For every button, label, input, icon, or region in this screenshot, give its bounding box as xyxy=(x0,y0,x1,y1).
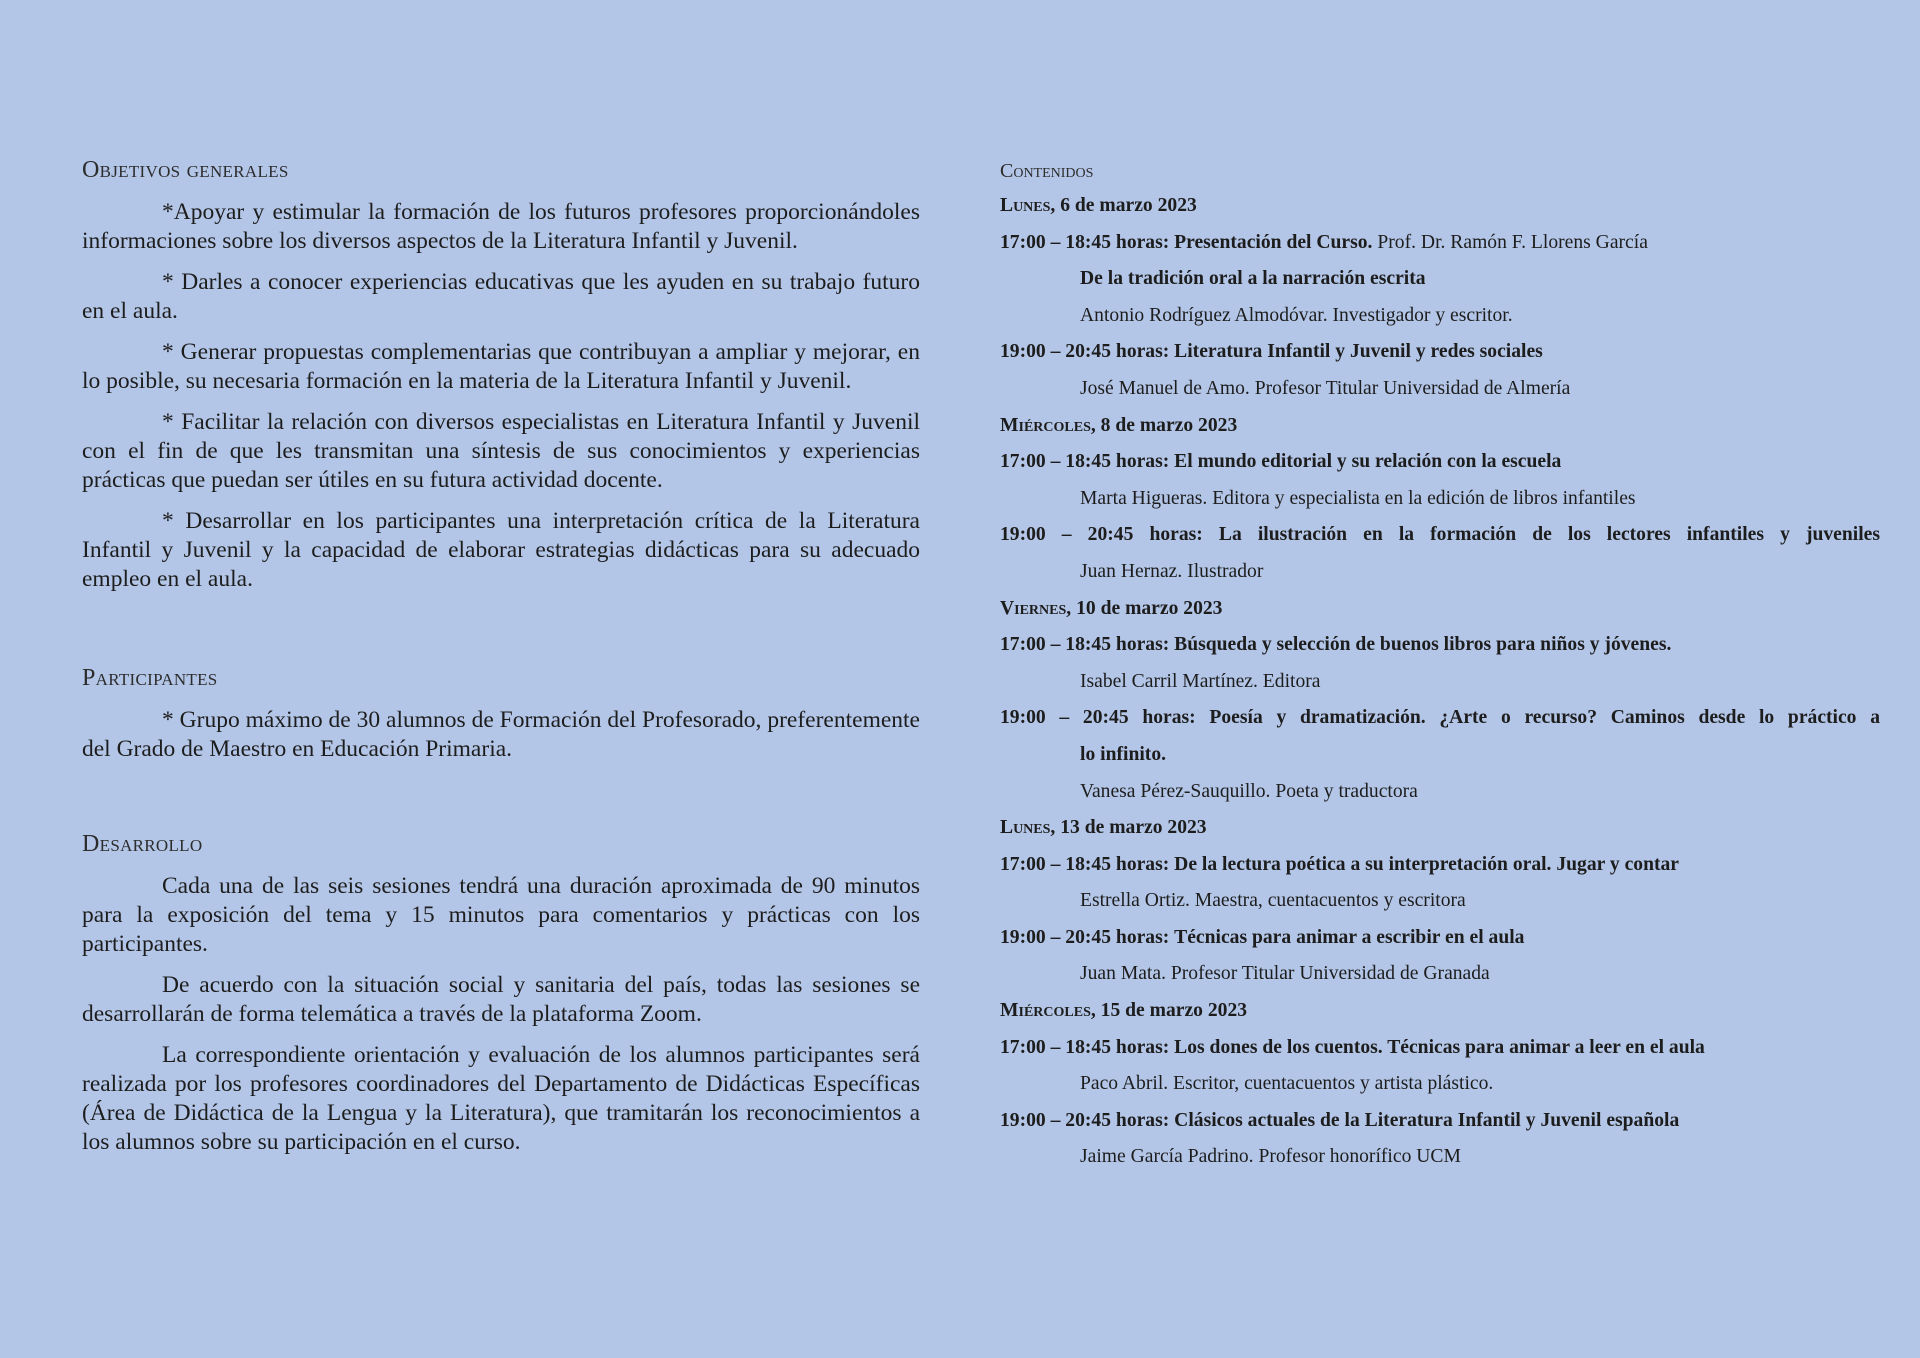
desarrollo-heading: Desarrollo xyxy=(82,831,203,857)
day-date: , 8 de marzo 2023 xyxy=(1090,414,1238,436)
session-time: 19:00 – 20:45 horas: xyxy=(1000,524,1203,546)
session-line xyxy=(1000,444,1880,481)
desarrollo-paragraph: De acuerdo con la situación social y sanitaria del país, todas las sesiones se desarrollarán de forma telemática a través de la plataforma Zoom. xyxy=(82,972,920,1027)
day-heading xyxy=(1000,408,1880,445)
session-speaker: Jaime García Padrino. Profesor honorífico UCM xyxy=(1080,1146,1461,1168)
session-speaker: Isabel Carril Martínez. Editora xyxy=(1080,670,1321,692)
day-name: Lunes xyxy=(1000,817,1051,839)
session-title: Literatura Infantil y Juvenil y redes sociales xyxy=(1174,341,1543,363)
session-title: Presentación del Curso. xyxy=(1174,231,1373,253)
session-time: 17:00 – 18:45 horas: xyxy=(1000,231,1170,253)
session-line xyxy=(1000,1030,1880,1067)
day-heading xyxy=(1000,188,1880,225)
desarrollo-paragraph: La correspondiente orientación y evaluación de los alumnos participantes será realizada por los profesores coordinadores del Departamento de Didácticas Específicas (Área de Didáctica de la Lengua y la Literatura), que tramitarán los reconocimientos a los alumnos sobre su participación en el curso. xyxy=(82,1042,920,1155)
session-line xyxy=(1000,1103,1880,1140)
day-name: Miércoles xyxy=(1000,414,1091,436)
session-speaker: Estrella Ortiz. Maestra, cuentacuentos y escritora xyxy=(1080,890,1466,912)
session-title: Poesía y dramatización. ¿Arte o recurso? Caminos desde lo práctico a xyxy=(1209,707,1880,729)
session-time: 19:00 – 20:45 horas: xyxy=(1000,707,1196,729)
session-title: Técnicas para animar a escribir en el aula xyxy=(1174,926,1525,948)
participantes-paragraph: * Grupo máximo de 30 alumnos de Formación del Profesorado, preferentemente del Grado de Maestro en Educación Primaria. xyxy=(82,707,920,762)
contenidos-heading: Contenidos xyxy=(1000,160,1094,182)
session-line xyxy=(1000,517,1880,554)
day-name: Lunes xyxy=(1000,195,1051,216)
objetivo-paragraph: * Generar propuestas complementarias que contribuyan a ampliar y mejorar, en lo posible, su necesaria formación en la materia de la Literatura Infantil y Juvenil. xyxy=(82,339,920,394)
session-line xyxy=(1000,847,1880,884)
objetivo-paragraph: * Darles a conocer experiencias educativas que les ayuden en su trabajo futuro en el aula. xyxy=(82,269,920,324)
day-name: Viernes xyxy=(1000,597,1067,619)
session-time: 17:00 – 18:45 horas: xyxy=(1000,451,1170,473)
session-speaker: Paco Abril. Escritor, cuentacuentos y artista plástico. xyxy=(1080,1073,1494,1095)
session-time: 17:00 – 18:45 horas: xyxy=(1000,1036,1170,1058)
session-speaker: Juan Mata. Profesor Titular Universidad de Granada xyxy=(1080,963,1490,985)
objetivos-heading: Objetivos generales xyxy=(82,157,289,183)
day-date: , 10 de marzo 2023 xyxy=(1066,597,1223,619)
day-heading xyxy=(1000,993,1880,1030)
session-line xyxy=(1000,920,1880,957)
session-speaker: Antonio Rodríguez Almodóvar. Investigador y escritor. xyxy=(1080,304,1513,326)
session-time: 19:00 – 20:45 horas: xyxy=(1000,926,1170,948)
objetivo-paragraph: * Desarrollar en los participantes una interpretación crítica de la Literatura Infantil y Juvenil y la capacidad de elaborar estrategias didácticas para su adecuado empleo en el aula. xyxy=(82,508,920,592)
session-line xyxy=(1000,334,1880,371)
day-heading xyxy=(1000,591,1880,628)
session-subtitle: De la tradición oral a la narración escrita xyxy=(1080,268,1426,290)
session-extra: Prof. Dr. Ramón F. Llorens García xyxy=(1377,231,1648,253)
day-date: , 6 de marzo 2023 xyxy=(1050,195,1197,216)
session-time: 17:00 – 18:45 horas: xyxy=(1000,634,1170,656)
session-title: Búsqueda y selección de buenos libros para niños y jóvenes. xyxy=(1174,634,1672,656)
desarrollo-paragraph: Cada una de las seis sesiones tendrá una duración aproximada de 90 minutos para la exposición del tema y 15 minutos para comentarios y prácticas con los participantes. xyxy=(82,873,920,957)
session-title-continuation: lo infinito. xyxy=(1080,743,1167,765)
session-line xyxy=(1000,627,1880,664)
session-time: 19:00 – 20:45 horas: xyxy=(1000,341,1170,363)
session-line xyxy=(1000,700,1880,737)
day-date: , 13 de marzo 2023 xyxy=(1050,817,1207,839)
session-title: El mundo editorial y su relación con la escuela xyxy=(1174,451,1562,473)
session-title: Los dones de los cuentos. Técnicas para animar a leer en el aula xyxy=(1174,1036,1705,1058)
objetivo-paragraph: *Apoyar y estimular la formación de los futuros profesores proporcionándoles informaciones sobre los diversos aspectos de la Literatura Infantil y Juvenil. xyxy=(82,199,920,254)
day-date: , 15 de marzo 2023 xyxy=(1090,1000,1248,1022)
session-speaker: Vanesa Pérez-Sauquillo. Poeta y traductora xyxy=(1080,780,1418,802)
right-column xyxy=(1000,150,1880,1176)
session-speaker: Marta Higueras. Editora y especialista en la edición de libros infantiles xyxy=(1080,487,1636,509)
session-title: Clásicos actuales de la Literatura Infantil y Juvenil española xyxy=(1174,1109,1680,1131)
left-column xyxy=(82,150,920,1169)
day-name: Miércoles xyxy=(1000,1000,1091,1022)
session-speaker: Juan Hernaz. Ilustrador xyxy=(1080,560,1264,582)
session-title: La ilustración en la formación de los lectores infantiles y juveniles xyxy=(1218,524,1880,546)
day-heading xyxy=(1000,810,1880,847)
objetivo-paragraph: * Facilitar la relación con diversos especialistas en Literatura Infantil y Juvenil con el fin de que les transmitan una síntesis de sus conocimientos y experiencias prácticas que puedan ser útiles en su futura actividad docente. xyxy=(82,409,920,493)
session-time: 19:00 – 20:45 horas: xyxy=(1000,1109,1170,1131)
participantes-heading: Participantes xyxy=(82,665,218,691)
session-speaker: José Manuel de Amo. Profesor Titular Universidad de Almería xyxy=(1080,377,1571,399)
session-line xyxy=(1000,225,1880,262)
session-title: De la lectura poética a su interpretación oral. Jugar y contar xyxy=(1174,853,1679,875)
session-time: 17:00 – 18:45 horas: xyxy=(1000,853,1170,875)
